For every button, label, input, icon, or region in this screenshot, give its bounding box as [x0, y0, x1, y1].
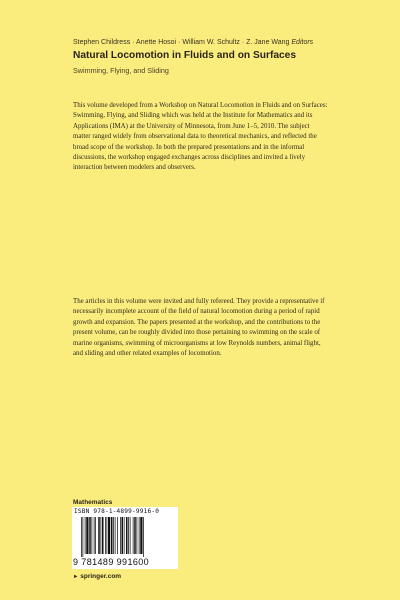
barcode-bar	[92, 517, 93, 554]
website-text: springer.com	[80, 573, 122, 580]
description-paragraph-1: This volume developed from a Workshop on Natural Locomotion in Fluids and on Surfaces: Swimming, Flying, and Sliding which was held at the Institute for Mathematics and its Applications (IMA) at the University of Minnesota, from June 1–5, 2010. The subject matter ranged widely from observational data to theoretical mechanics, and reflected the broad scope of the workshop. In both the prepared presentations and in the informal discussions, the workshop engaged exchanges across disciplines and invited a lively interaction between modelers and observers.	[73, 102, 328, 172]
barcode-bar	[98, 517, 100, 554]
editors-role: Editors	[291, 39, 314, 46]
barcode-bar	[86, 517, 88, 554]
barcode-bar	[130, 517, 131, 554]
book-title: Natural Locomotion in Fluids and on Surfaces	[73, 50, 297, 61]
barcode-bar	[105, 517, 106, 554]
barcode-bar	[120, 517, 121, 554]
book-subtitle: Swimming, Flying, and Sliding	[73, 66, 169, 75]
barcode-bar	[128, 517, 129, 554]
isbn-barcode-block	[72, 507, 178, 569]
barcode-bar	[140, 517, 142, 554]
barcode-bar	[89, 517, 91, 554]
barcode-bar	[85, 517, 86, 554]
publisher-website[interactable]	[73, 573, 121, 580]
barcode-bar	[108, 517, 110, 554]
barcode-bar	[117, 517, 118, 554]
barcode-digits: 9 781489 991600	[73, 557, 150, 567]
barcode-bar	[122, 517, 124, 554]
description-paragraph-2: The articles in this volume were invited and fully refereed. They provide a representative if necessarily incomplete account of the field of natural locomotion during a period of rapid growth and expansion. The papers presented at the workshop, and the contributions to the present volume, can be roughly divided into those pertaining to swimming on the scale of marine organisms, swimming of microorganisms at low Reynolds numbers, animal flight, and sliding and other related examples of locomotion.	[73, 298, 325, 358]
isbn-text: ISBN 978-1-4899-9916-0	[74, 508, 160, 515]
barcode-bar	[83, 517, 84, 557]
barcode-bar	[137, 517, 138, 554]
barcode-bar	[95, 517, 96, 554]
barcode-icon	[81, 517, 171, 557]
editors-names: Stephen Childress · Anette Hosoi · William W. Schultz · Z. Jane Wang	[73, 39, 290, 46]
barcode-bar	[101, 517, 102, 554]
barcode-bar	[143, 517, 144, 557]
editors-line	[73, 39, 313, 46]
barcode-bar	[102, 517, 104, 554]
barcode-bar	[139, 517, 140, 554]
barcode-bar	[107, 517, 108, 554]
triangle-arrow-icon: ►	[73, 574, 79, 580]
barcode-bar	[124, 517, 125, 554]
barcode-bar	[134, 517, 136, 554]
barcode-bar	[113, 517, 114, 554]
barcode-bar	[94, 517, 95, 554]
barcode-bar	[133, 517, 134, 554]
barcode-bar	[115, 517, 116, 554]
barcode-bar	[111, 517, 113, 554]
barcode-bar	[126, 517, 128, 554]
barcode-bar	[81, 517, 82, 557]
subject-label: Mathematics	[73, 499, 113, 506]
